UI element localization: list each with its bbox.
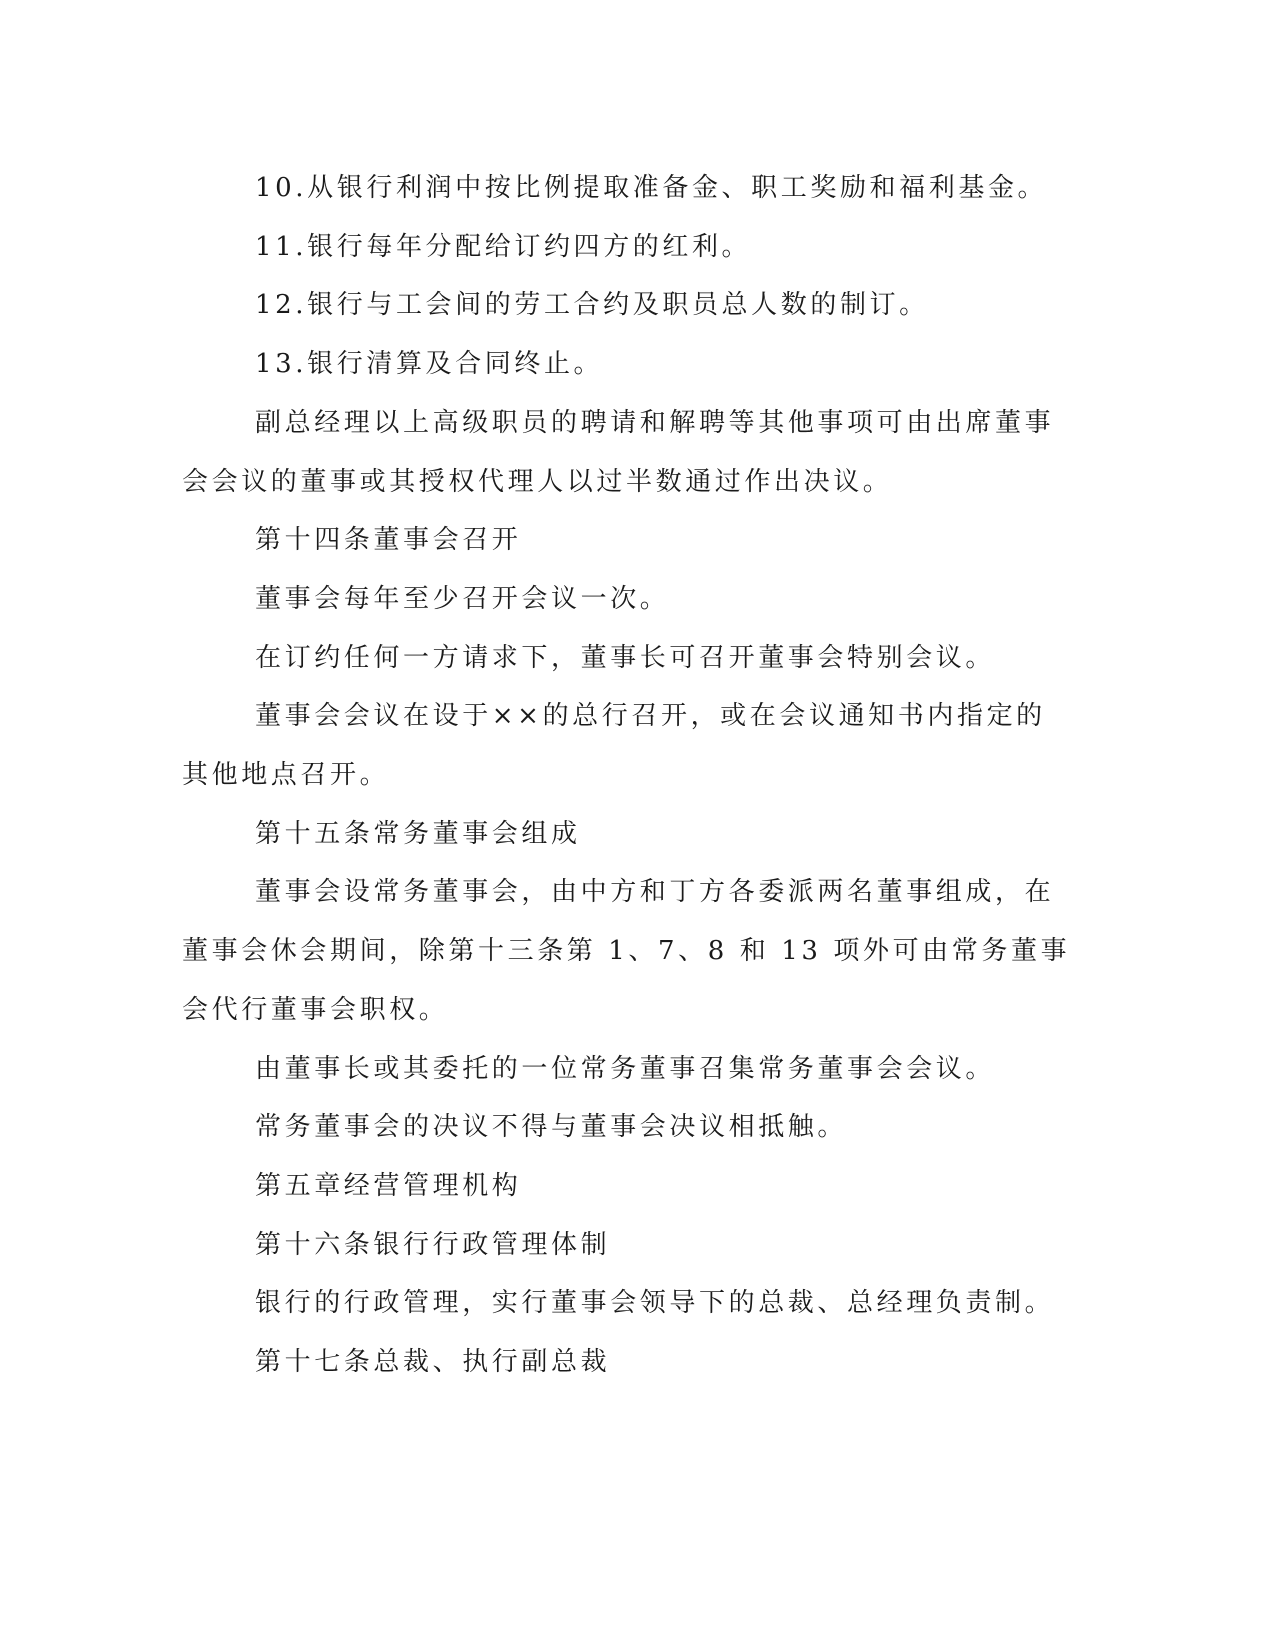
paragraph-executive-board-resolutions: 常务董事会的决议不得与董事会决议相抵触。 — [255, 1112, 848, 1143]
paragraph-item-12: 12.银行与工会间的劳工合约及职员总人数的制订。 — [255, 290, 929, 321]
article-15-heading: 第十五条常务董事会组成 — [255, 818, 581, 849]
paragraph-item-10: 10.从银行利润中按比例提取准备金、职工奖励和福利基金。 — [255, 173, 1048, 203]
paragraph-senior-staff-resolution: 副总经理以上高级职员的聘请和解聘等其他事项可由出席董事会会议的董事或其授权代理人以过半数通过作出决议。 — [182, 407, 1055, 497]
document-body — [182, 159, 1072, 1392]
paragraph-executive-board-convening: 由董事长或其委托的一位常务董事召集常务董事会会议。 — [255, 1053, 996, 1084]
paragraph-item-11: 11.银行每年分配给订约四方的红利。 — [255, 231, 752, 262]
article-16-heading: 第十六条银行行政管理体制 — [255, 1229, 611, 1260]
paragraph-administrative-system: 银行的行政管理，实行董事会领导下的总裁、总经理负责制。 — [255, 1288, 1055, 1319]
article-14-heading: 第十四条董事会召开 — [255, 525, 522, 556]
paragraph-item-13: 13.银行清算及合同终止。 — [255, 349, 604, 380]
chapter-5-heading: 第五章经营管理机构 — [255, 1170, 522, 1201]
paragraph-annual-meeting: 董事会每年至少召开会议一次。 — [255, 583, 670, 614]
paragraph-special-meeting: 在订约任何一方请求下，董事长可召开董事会特别会议。 — [255, 642, 996, 673]
article-17-heading: 第十七条总裁、执行副总裁 — [255, 1347, 611, 1378]
paragraph-executive-board-composition: 董事会设常务董事会，由中方和丁方各委派两名董事组成，在董事会休会期间，除第十三条第 1、7、8 和 13 项外可由常务董事会代行董事会职权。 — [182, 877, 1071, 1025]
paragraph-meeting-location: 董事会会议在设于××的总行召开，或在会议通知书内指定的其他地点召开。 — [182, 701, 1046, 791]
